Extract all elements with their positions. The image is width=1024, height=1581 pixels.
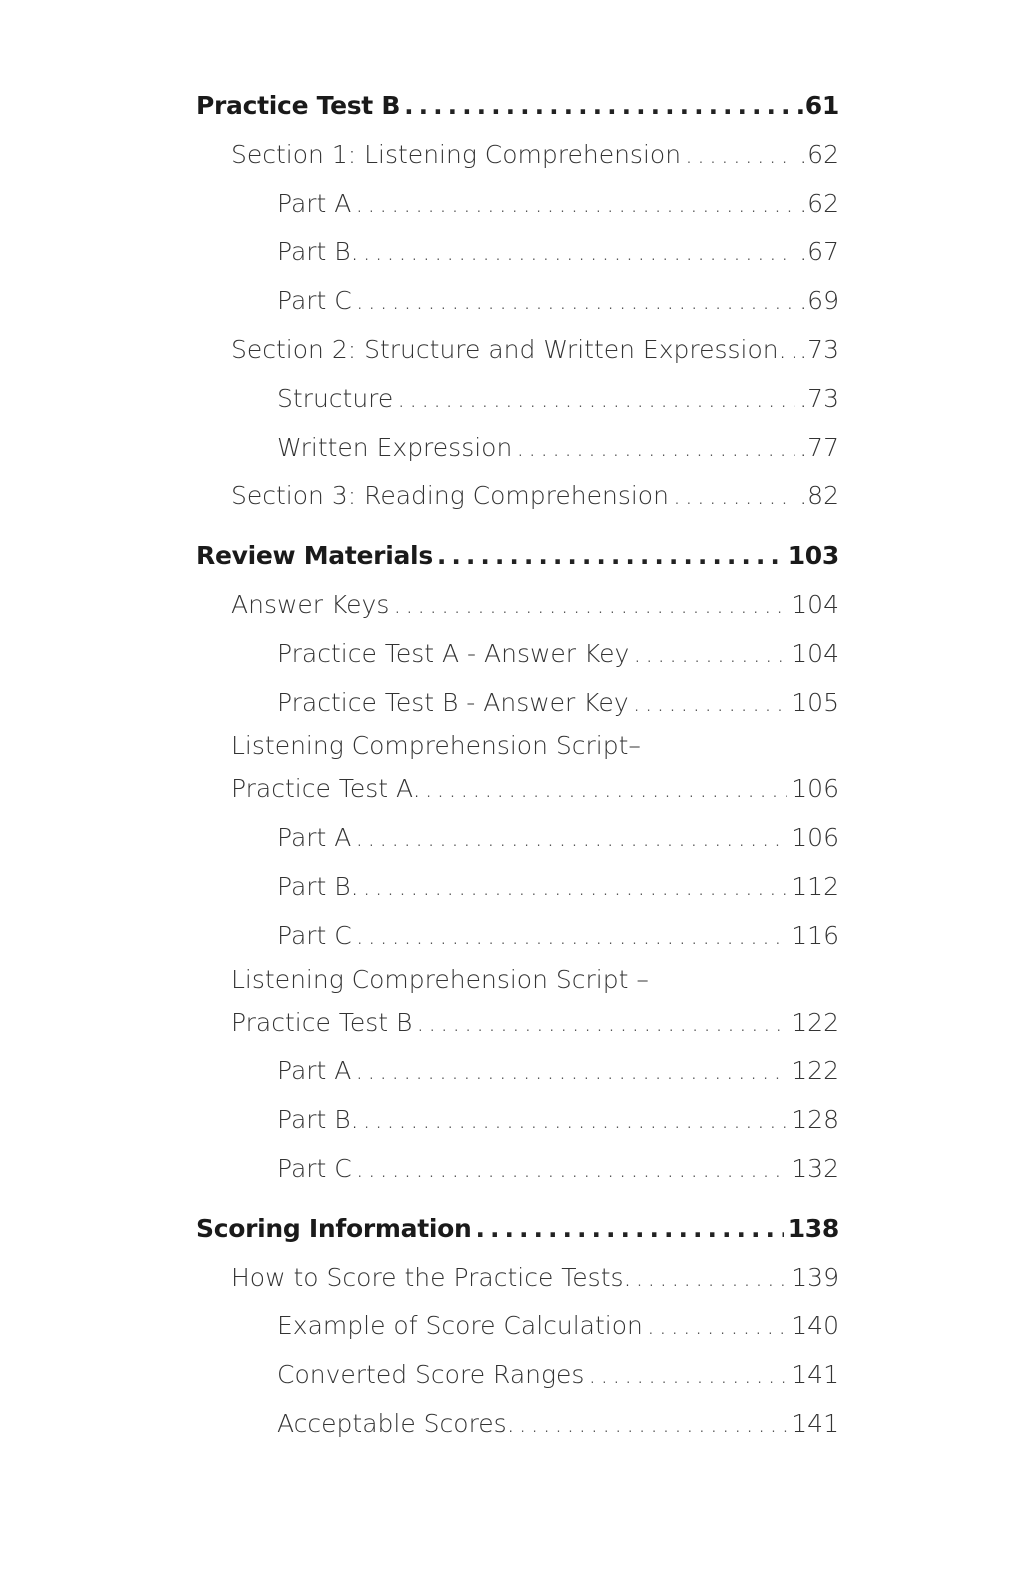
dot-leader bbox=[516, 424, 795, 473]
toc-entry-label: Section 2: Structure and Written Expression. bbox=[231, 334, 787, 364]
toc-entry-label: Practice Test B bbox=[231, 1007, 413, 1037]
toc-entry bbox=[196, 814, 839, 863]
dot-leader bbox=[355, 1047, 787, 1096]
toc-entry bbox=[196, 277, 839, 326]
toc-entry bbox=[196, 1400, 839, 1449]
toc-page-number: .77 bbox=[799, 432, 839, 462]
toc-entry-label: Answer Keys bbox=[231, 589, 390, 619]
toc-entry-label: Part B. bbox=[277, 871, 359, 901]
dot-leader bbox=[356, 277, 795, 326]
toc-page-number: .73 bbox=[799, 383, 839, 413]
toc-page-number: .67 bbox=[799, 237, 839, 267]
toc-entry bbox=[196, 472, 839, 521]
dot-leader bbox=[425, 765, 788, 814]
toc-entry-first-line bbox=[196, 961, 839, 999]
toc-entry bbox=[196, 424, 839, 473]
toc-entry bbox=[196, 326, 839, 375]
toc-page-number: .82 bbox=[799, 481, 839, 511]
dot-leader bbox=[404, 82, 791, 131]
toc-entry-label: Example of Score Calculation bbox=[277, 1311, 643, 1341]
toc-page-number: .61 bbox=[795, 91, 839, 120]
toc-entry-label: Part C bbox=[277, 1153, 352, 1183]
dot-leader bbox=[647, 1302, 787, 1351]
toc-page-number: 132 bbox=[791, 1153, 839, 1183]
toc-entry-label: Structure bbox=[277, 383, 394, 413]
toc-entry-label: Written Expression bbox=[277, 432, 513, 462]
dot-leader bbox=[635, 1254, 787, 1303]
dot-leader bbox=[355, 814, 787, 863]
toc-page-number: 116 bbox=[791, 920, 839, 950]
toc-entry-label: Part A bbox=[277, 823, 352, 853]
dot-leader bbox=[416, 999, 787, 1048]
toc-entry-label: Practice Test B - Answer Key bbox=[277, 687, 629, 717]
toc-entry bbox=[196, 131, 839, 180]
toc-page-number: 138 bbox=[787, 1213, 839, 1243]
toc-page-number: 106 bbox=[791, 774, 839, 804]
toc-entry-label: Part C bbox=[277, 286, 352, 316]
dot-leader bbox=[363, 1096, 788, 1145]
toc-page-number: 122 bbox=[791, 1007, 839, 1037]
toc-page-number: 104 bbox=[791, 589, 839, 619]
toc-page-number: .62 bbox=[799, 188, 839, 218]
toc-entry-label: Part A bbox=[277, 188, 352, 218]
toc-entry bbox=[196, 1096, 839, 1145]
dot-leader bbox=[476, 1205, 784, 1254]
toc-entry bbox=[196, 765, 839, 814]
toc-entry bbox=[196, 630, 839, 679]
toc-entry-label: Listening Comprehension Script – bbox=[231, 964, 649, 994]
toc-entry bbox=[196, 228, 839, 277]
toc-page-number: 128 bbox=[791, 1105, 839, 1135]
toc-entry bbox=[196, 912, 839, 961]
toc-entry-label: Part C bbox=[277, 920, 352, 950]
toc-page-number: .73 bbox=[799, 334, 839, 364]
toc-entry-label: Converted Score Ranges bbox=[277, 1360, 585, 1390]
toc-page-number: 105 bbox=[791, 687, 839, 717]
toc-entry bbox=[196, 1254, 839, 1303]
toc-entry-label: Acceptable Scores. bbox=[277, 1408, 515, 1438]
dot-leader bbox=[397, 375, 795, 424]
toc-entry bbox=[196, 1145, 839, 1194]
toc-entry bbox=[196, 532, 839, 581]
toc-entry-label: Scoring Information bbox=[196, 1213, 472, 1243]
dot-leader bbox=[673, 472, 795, 521]
toc-page-number: 106 bbox=[791, 823, 839, 853]
dot-leader bbox=[633, 679, 788, 728]
toc-entry bbox=[196, 999, 839, 1048]
dot-leader bbox=[363, 228, 796, 277]
toc-page-number: 139 bbox=[791, 1262, 839, 1292]
toc-page-number: 122 bbox=[791, 1056, 839, 1086]
toc-entry bbox=[196, 863, 839, 912]
toc-entry-label: Practice Test B bbox=[196, 91, 401, 120]
toc-entry-label: Listening Comprehension Script– bbox=[231, 731, 641, 761]
toc-page-number: 141 bbox=[791, 1408, 839, 1438]
toc-page-number: 141 bbox=[791, 1360, 839, 1390]
dot-leader bbox=[437, 532, 784, 581]
toc-entry bbox=[196, 1205, 839, 1254]
toc-entry bbox=[196, 82, 839, 131]
toc-entry bbox=[196, 581, 839, 630]
toc-page-number: 104 bbox=[791, 638, 839, 668]
toc-entry bbox=[196, 1351, 839, 1400]
toc-entry-label: Part B. bbox=[277, 237, 359, 267]
dot-leader bbox=[791, 326, 796, 375]
dot-leader bbox=[393, 581, 787, 630]
toc-entry bbox=[196, 375, 839, 424]
toc-page-number: 112 bbox=[791, 871, 839, 901]
dot-leader bbox=[633, 630, 787, 679]
dot-leader bbox=[685, 131, 795, 180]
toc-entry bbox=[196, 1047, 839, 1096]
toc-entry bbox=[196, 180, 839, 229]
toc-entry-label: How to Score the Practice Tests. bbox=[231, 1262, 632, 1292]
toc-entry-first-line bbox=[196, 727, 839, 765]
dot-leader bbox=[363, 863, 788, 912]
toc-page-number: .62 bbox=[799, 139, 839, 169]
table-of-contents bbox=[196, 82, 839, 1449]
toc-entry-label: Section 1: Listening Comprehension bbox=[231, 139, 682, 169]
toc-entry bbox=[196, 1302, 839, 1351]
dot-leader bbox=[356, 1145, 788, 1194]
dot-leader bbox=[519, 1400, 788, 1449]
toc-page-number: 140 bbox=[791, 1311, 839, 1341]
toc-entry-label: Review Materials bbox=[196, 541, 433, 571]
toc-page-number: 103 bbox=[787, 541, 839, 571]
dot-leader bbox=[356, 912, 788, 961]
toc-entry-label: Section 3: Reading Comprehension bbox=[231, 481, 669, 511]
dot-leader bbox=[355, 180, 795, 229]
toc-entry-label: Practice Test A. bbox=[231, 774, 421, 804]
toc-entry-label: Practice Test A - Answer Key bbox=[277, 638, 630, 668]
toc-entry-label: Part B. bbox=[277, 1105, 359, 1135]
toc-entry bbox=[196, 679, 839, 728]
dot-leader bbox=[588, 1351, 787, 1400]
toc-page-number: .69 bbox=[799, 286, 839, 316]
toc-entry-label: Part A bbox=[277, 1056, 352, 1086]
